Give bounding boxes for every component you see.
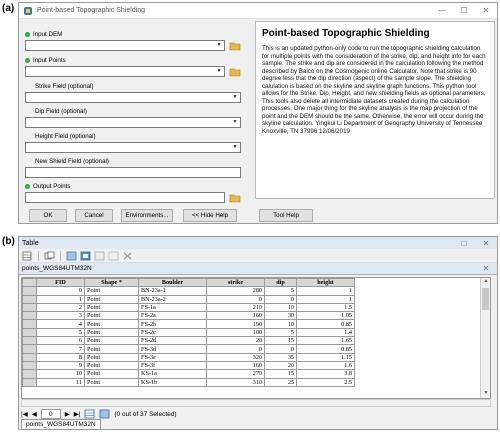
cell-fid[interactable]: 5 [37,328,85,336]
cell-boulder[interactable]: FS-2b [139,320,207,328]
table-options-icon[interactable] [22,251,33,261]
tool-dialog [18,2,498,224]
table-toolbar [19,249,497,263]
help-pane [255,21,495,199]
table-row[interactable] [23,353,355,361]
attribute-table-window [18,236,498,430]
height-field-combo[interactable] [25,142,241,153]
cell-height[interactable]: 0.85 [297,320,355,328]
strike-field-label: Strike Field (optional) [35,83,94,90]
help-title: Point-based Topographic Shielding [262,28,430,39]
horizontal-scrollbar[interactable] [21,399,491,407]
cell-height[interactable]: 3.8 [297,370,355,378]
layer-tab[interactable]: points_WGS84UTM32N [21,419,101,430]
cell-strike[interactable]: 210 [207,303,265,311]
cell-shape[interactable]: Point [85,370,139,378]
panel-label-a: (a) [2,3,15,14]
parameter-form [23,23,251,193]
cell-fid[interactable]: 9 [37,361,85,369]
cell-height[interactable]: 1 [297,295,355,303]
hide-help-button[interactable]: << Hide Help [183,209,237,222]
cell-height[interactable]: 2.5 [297,378,355,386]
cell-boulder[interactable]: FS-3d [139,345,207,353]
cell-strike[interactable]: 160 [207,361,265,369]
dialog-titlebar [19,3,497,19]
folder-open-icon[interactable] [229,66,241,77]
first-record-icon[interactable]: |◀ [21,411,28,418]
cell-boulder[interactable]: FS-1a [139,303,207,311]
ok-button[interactable]: OK [29,209,67,222]
table-row[interactable] [23,303,355,311]
column-header-shape[interactable]: Shape * [85,279,139,287]
dock-icon[interactable]: □ [461,238,467,248]
row-selector[interactable] [23,345,37,353]
cell-height[interactable]: 1.6 [297,361,355,369]
table-row[interactable] [23,312,355,320]
cell-strike[interactable]: 310 [207,378,265,386]
row-selector[interactable] [23,378,37,386]
cell-dip[interactable]: 15 [265,370,297,378]
cell-strike[interactable]: 160 [207,312,265,320]
toolbar-divider [38,251,39,261]
attribute-grid [21,277,491,399]
cell-fid[interactable]: 11 [37,378,85,386]
cell-boulder[interactable]: FS-2a [139,312,207,320]
scroll-down-icon[interactable]: ▼ [483,390,489,396]
cell-fid[interactable]: 0 [37,287,85,295]
cell-boulder[interactable]: FS-2d [139,337,207,345]
previous-record-icon[interactable]: ◀ [31,411,37,418]
current-record-input[interactable]: 0 [41,409,61,419]
row-selector[interactable] [23,353,37,361]
cell-fid[interactable]: 10 [37,370,85,378]
table-title: Table [22,239,39,247]
table-row[interactable] [23,361,355,369]
attribute-table [22,278,355,387]
cell-dip[interactable]: 10 [265,320,297,328]
cell-dip[interactable]: 35 [265,353,297,361]
required-icon [25,32,30,37]
cell-shape[interactable]: Point [85,345,139,353]
required-icon [25,58,30,63]
cell-strike[interactable]: 0 [207,295,265,303]
table-row[interactable] [23,295,355,303]
cell-height[interactable]: 1.15 [297,353,355,361]
cell-shape[interactable]: Point [85,295,139,303]
cell-boulder[interactable]: KS-1b [139,378,207,386]
chevron-down-icon[interactable]: ▼ [216,68,222,74]
cell-fid[interactable]: 6 [37,337,85,345]
row-selector[interactable] [23,287,37,295]
cell-strike[interactable]: 280 [207,287,265,295]
row-selector[interactable] [23,361,37,369]
table-row[interactable] [23,320,355,328]
layer-name: points_WGS84UTM32N [22,265,92,272]
scroll-up-icon[interactable]: ▲ [483,278,489,284]
strike-field-combo[interactable] [25,92,241,103]
cell-fid[interactable]: 7 [37,345,85,353]
cell-shape[interactable]: Point [85,320,139,328]
new-shield-field-input[interactable] [25,167,241,178]
row-selector[interactable] [23,312,37,320]
dip-field-label: Dip Field (optional) [35,108,87,115]
switch-selection-icon[interactable] [80,251,91,261]
cell-shape[interactable]: Point [85,312,139,320]
cell-height[interactable]: 1.5 [297,303,355,311]
column-header-strike[interactable]: strike [207,279,265,287]
column-header-dip[interactable]: dip [265,279,297,287]
output-points-input[interactable] [25,192,225,203]
cell-boulder[interactable]: FS-3f [139,361,207,369]
cell-shape[interactable]: Point [85,361,139,369]
maximize-icon[interactable]: ☐ [460,6,468,15]
select-by-attributes-icon[interactable] [66,251,77,261]
row-selector[interactable] [23,370,37,378]
close-icon[interactable]: ✕ [482,238,490,248]
vertical-scrollbar[interactable] [480,278,490,398]
cell-dip[interactable]: 0 [265,345,297,353]
cell-strike[interactable]: 270 [207,370,265,378]
row-selector-header[interactable] [23,279,37,287]
cell-height[interactable]: 1.05 [297,312,355,320]
cell-dip[interactable]: 0 [265,295,297,303]
panel-label-b: (b) [2,236,15,247]
column-header-height[interactable]: height [297,279,355,287]
dip-field-combo[interactable] [25,117,241,128]
required-icon [25,184,30,189]
cell-fid[interactable]: 2 [37,303,85,311]
cell-height[interactable]: 1.65 [297,337,355,345]
cell-height[interactable]: 0.85 [297,345,355,353]
cell-boulder[interactable]: BN-23a-1 [139,287,207,295]
height-field-label: Height Field (optional) [35,133,96,140]
cell-shape[interactable]: Point [85,303,139,311]
cell-shape[interactable]: Point [85,287,139,295]
delete-selected-icon[interactable] [122,251,133,261]
last-record-icon[interactable]: ▶| [73,411,81,418]
clear-selection-icon[interactable] [94,251,105,261]
chevron-down-icon[interactable]: ▼ [232,144,238,150]
help-text: This is an updated python-only code to run the topographic shielding calculation for multiple points with the consideration of the strike, dip, and height info for each sample. The strike and dip are considered in the calculation following the method described by Balco on the Cosmogenic online Calculator. Note that strike is 90 degree less that the dip direction (aspect) of the sample slope. The shielding calulation is based on the skyline and skyline graph functions. This python tool allows for the Strike, Dip, Height, and new shielding fields as optional parameters. This tools also delete all intermidiate datasets created during the calculation processes. One major thing for the skyline analysis is the map projection of the point and the DEM should be the same. Otherwise, the error will occur during the skyline calculation. Yingkui Li Department of Geography University of Tennessee Knoxville, TN 37996 12/06/2019 [262,45,486,135]
selection-status: (0 out of 37 Selected) [114,410,177,418]
cell-shape[interactable]: Point [85,378,139,386]
cell-strike[interactable]: 320 [207,353,265,361]
cell-shape[interactable]: Point [85,353,139,361]
output-points-label: Output Points [25,183,71,190]
cell-strike[interactable]: 0 [207,345,265,353]
cell-height[interactable]: 1 [297,287,355,295]
new-shield-field-label: New Shield Field (optional) [35,158,109,165]
input-dem-label: Input DEM [25,31,62,38]
row-selector[interactable] [23,320,37,328]
cell-strike[interactable]: 100 [207,328,265,336]
row-selector[interactable] [23,337,37,345]
cancel-button[interactable]: Cancel [75,209,113,222]
minimize-icon[interactable]: — [438,6,446,15]
cell-boulder[interactable]: KS-1a [139,370,207,378]
cell-fid[interactable]: 3 [37,312,85,320]
chevron-down-icon[interactable]: ▼ [216,42,222,48]
row-selector[interactable] [23,295,37,303]
column-header-boulder[interactable]: Boulder [139,279,207,287]
input-points-combo[interactable] [25,66,225,77]
environments-button[interactable]: Environments... [121,209,173,222]
cell-dip[interactable]: 20 [265,361,297,369]
cell-boulder[interactable]: FS-3e [139,353,207,361]
cell-dip[interactable]: 15 [265,337,297,345]
cell-dip[interactable]: 25 [265,378,297,386]
toolbar-divider [60,251,61,261]
related-tables-icon[interactable] [44,251,55,261]
folder-open-icon[interactable] [229,40,241,51]
zoom-to-selected-icon[interactable] [108,251,119,261]
show-all-records-icon[interactable] [84,409,95,419]
dialog-title: Point-based Topographic Shielding [37,7,146,14]
cell-strike[interactable]: 20 [207,337,265,345]
cell-dip[interactable]: 30 [265,312,297,320]
cell-dip[interactable]: 5 [265,287,297,295]
table-row[interactable] [23,370,355,378]
cell-fid[interactable]: 1 [37,295,85,303]
show-selected-records-icon[interactable] [99,409,110,419]
table-row[interactable] [23,378,355,386]
column-header-fid[interactable]: FID [37,279,85,287]
cell-fid[interactable]: 8 [37,353,85,361]
tool-help-button[interactable]: Tool Help [259,209,313,222]
table-row[interactable] [23,328,355,336]
input-points-label: Input Points [25,57,66,64]
next-record-icon[interactable]: ▶ [64,411,70,418]
chevron-down-icon[interactable]: ▼ [232,94,238,100]
table-row[interactable] [23,287,355,295]
cell-shape[interactable]: Point [85,337,139,345]
cell-strike[interactable]: 190 [207,320,265,328]
row-selector[interactable] [23,328,37,336]
table-row[interactable] [23,345,355,353]
cell-boulder[interactable]: BN-23a-2 [139,295,207,303]
cell-fid[interactable]: 4 [37,320,85,328]
table-header-row [23,279,355,287]
close-icon[interactable]: ✕ [482,6,490,15]
scroll-thumb[interactable] [482,288,489,310]
layer-table-header [19,263,497,275]
cell-dip[interactable]: 10 [265,303,297,311]
input-dem-combo[interactable] [25,40,225,51]
chevron-down-icon[interactable]: ▼ [232,119,238,125]
table-row[interactable] [23,337,355,345]
table-titlebar [19,237,497,249]
python-tool-icon [23,6,33,16]
cell-height[interactable]: 1.4 [297,328,355,336]
close-icon[interactable]: ✕ [482,264,490,273]
cell-shape[interactable]: Point [85,328,139,336]
cell-boulder[interactable]: FS-2c [139,328,207,336]
cell-dip[interactable]: 5 [265,328,297,336]
row-selector[interactable] [23,303,37,311]
folder-open-icon[interactable] [229,192,241,203]
